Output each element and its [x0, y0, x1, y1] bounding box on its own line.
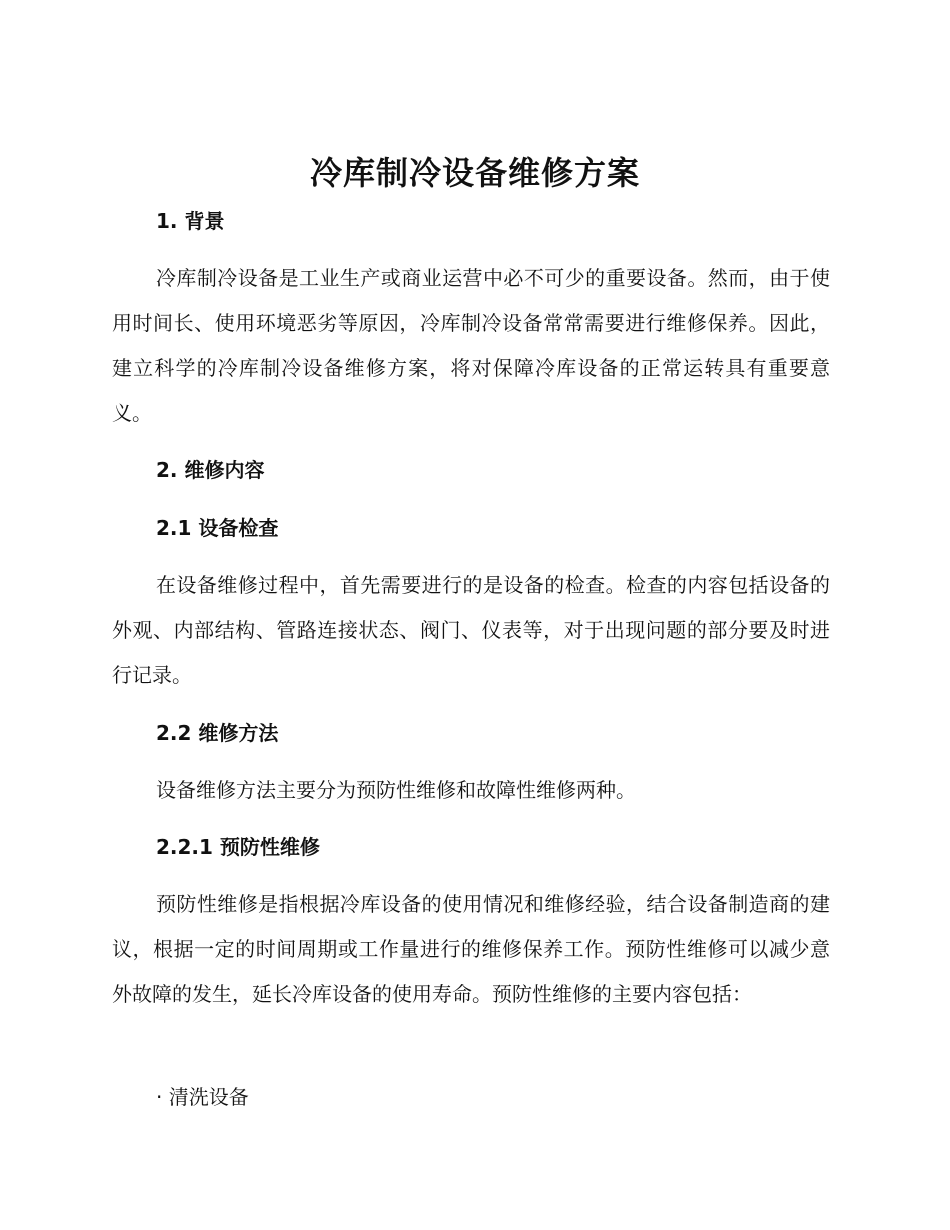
paragraph-background: 冷库制冷设备是工业生产或商业运营中必不可少的重要设备。然而，由于使用时间长、使用环境恶劣等原因，冷库制冷设备常常需要进行维修保养。因此，建立科学的冷库制冷设备维修方案，将对保障冷库设备的正常运转具有重要意义。 [112, 266, 830, 425]
document-title: 冷库制冷设备维修方案 [309, 154, 640, 192]
section-heading-background: 1. 背景 [156, 209, 225, 233]
section-heading-preventive: 2.2.1 预防性维修 [156, 835, 320, 859]
paragraph-inspection: 在设备维修过程中，首先需要进行的是设备的检查。检查的内容包括设备的外观、内部结构、管路连接状态、阀门、仪表等，对于出现问题的部分要及时进行记录。 [112, 573, 830, 687]
paragraph-method: 设备维修方法主要分为预防性维修和故障性维修两种。 [156, 778, 636, 802]
section-heading-inspection: 2.1 设备检查 [156, 516, 279, 540]
paragraph-preventive: 预防性维修是指根据冷库设备的使用情况和维修经验，结合设备制造商的建议，根据一定的时间周期或工作量进行的维修保养工作。预防性维修可以减少意外故障的发生，延长冷库设备的使用寿命。预防性维修的主要内容包括： [112, 892, 830, 1006]
section-heading-method: 2.2 维修方法 [156, 721, 279, 745]
list-item-clean-equipment: · 清洗设备 [156, 1085, 249, 1109]
section-heading-content: 2. 维修内容 [156, 458, 265, 482]
